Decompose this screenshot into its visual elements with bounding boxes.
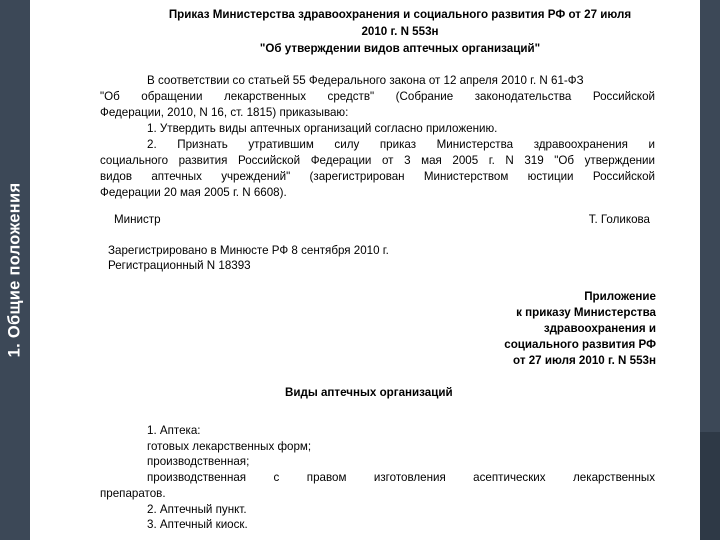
types-subitem-1: готовых лекарственных форм; [147, 440, 312, 453]
types-subitem-3-continued: препаратов. [100, 487, 166, 500]
left-sidebar [0, 0, 30, 540]
appendix-heading-5: от 27 июля 2010 г. N 553н [513, 354, 656, 367]
registration-line-2: Регистрационный N 18393 [108, 259, 251, 272]
appendix-heading-2: к приказу Министерства [516, 306, 656, 319]
paragraph-1-line-2: "Об обращении лекарственных средств" (Собрание законодательства Российской [100, 90, 655, 103]
order-item-2-line-1: 2. Признать утратившим силу приказ Министерства здравоохранения и [147, 138, 655, 151]
header-line-2: 2010 г. N 553н [361, 25, 439, 38]
signature-name: Т. Голикова [588, 213, 650, 226]
registration-line-1: Зарегистрировано в Минюсте РФ 8 сентября 2010 г. [108, 244, 389, 257]
appendix-heading-4: социального развития РФ [504, 338, 656, 351]
types-subitem-3: производственная с правом изготовления асептических лекарственных [147, 471, 655, 484]
types-item-pharmacy-kiosk: 3. Аптечный киоск. [147, 518, 248, 531]
types-subitem-2: производственная; [147, 455, 250, 468]
types-title: Виды аптечных организаций [285, 386, 453, 399]
order-item-2-line-2: социального развития Российской Федерации от 3 мая 2005 г. N 319 "Об утверждении [100, 154, 655, 167]
header-line-3: "Об утверждении видов аптечных организаций" [259, 42, 541, 55]
appendix-heading-1: Приложение [584, 290, 656, 303]
appendix-heading-3: здравоохранения и [543, 322, 656, 335]
right-sidebar-accent [700, 432, 720, 540]
paragraph-1-line-3: Федерации, 2010, N 16, ст. 1815) приказываю: [100, 106, 349, 119]
order-item-1: 1. Утвердить виды аптечных организаций согласно приложению. [147, 122, 498, 135]
order-item-2-line-4: Федерации 20 мая 2005 г. N 6608). [100, 186, 287, 199]
section-label: 1. Общие положения [5, 182, 24, 358]
header-line-1: Приказ Министерства здравоохранения и социального развития РФ от 27 июля [168, 8, 632, 21]
order-item-2-line-3: видов аптечных учреждений" (зарегистрирован Министерством юстиции Российской [100, 170, 655, 183]
paragraph-1-line-1: В соответствии со статьей 55 Федерального закона от 12 апреля 2010 г. N 61-ФЗ [147, 74, 584, 87]
types-item-pharmacy-point: 2. Аптечный пункт. [147, 503, 247, 516]
types-item-pharmacy: 1. Аптека: [147, 424, 201, 437]
document-page [100, 0, 700, 540]
signature-title: Министр [114, 213, 161, 226]
